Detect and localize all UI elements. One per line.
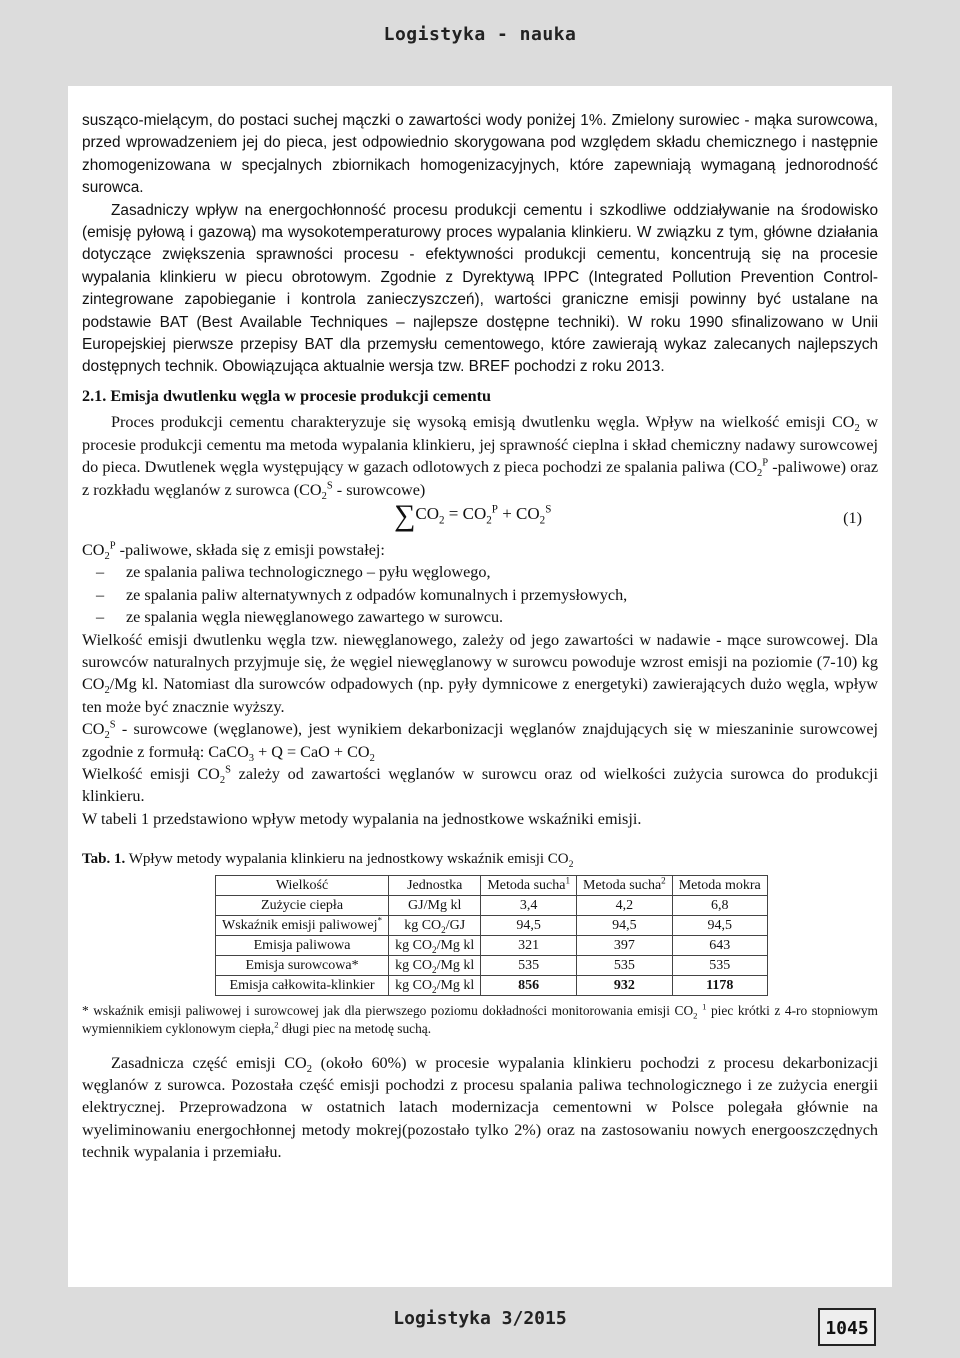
text-run: Wielkość emisji (82, 764, 190, 783)
co2-raw-symbol: $CO_2^S$ (82, 719, 116, 742)
table-row: Zużycie ciepła GJ/Mg kl 3,4 4,2 6,8 (216, 895, 768, 915)
paragraph-bat-text: W związku z tym, główne działania dotyczące zwiększenia sprawności procesu - efektywności produkcji cementu, koncentrują się na procesie wypalania klinkieru w piecu obrotowym. Zgodnie z Dyrektywą IPPC (Integrated Pollution Prevention Control- zintegrowane zapobieganie i kontrola zanieczyszczeń), wartości graniczne emisji powinny być ustalane na podstawie BAT (Best Available Techniques – najlepsze dostępne techniki). W roku 1990 sfinalizowano w Unii Europejskiej pierwsze przepisy BAT dla przemysłu cementowego, które zawierają wykaz zalecanych najlepszych dostępnych technik. Obowiązująca aktualnie wersja tzw. BREF pochodzi z roku 2013. (82, 224, 878, 376)
table-header-row (216, 875, 768, 895)
table-row: Emisja paliwowa kg $CO_2/Mg$ kl 321 397 643 (216, 935, 768, 955)
text-run: w procesie produkcji cementu ma metoda wypalania klinkieru, jej sprawność cieplna i skład chemiczny nadawy surowcowej do pieca. Dwutlenek węgla występujący w gazach odlotowych z pieca pochodzi ze spalania paliwa ( (82, 413, 879, 477)
section-heading: 2.1. Emisja dwutlenku węgla w procesie produkcji cementu (82, 386, 492, 405)
paragraph-milling: susząco-mielącym, do postaci suchej mączki o zawartości wody poniżej 1%. Zmielony surowiec - mąka surowcowa, przed wprowadzeniem jej do pieca, jest odpowiednio skorygowana pod względem składu chemicznego i następnie zhomogenizowana w specjalnych zbiornikach homogenizacyjnych, które zapewniają wymaganą jednorodność surowca. (82, 112, 878, 197)
emission-table (215, 875, 768, 996)
column-header: Jednostka (389, 875, 481, 895)
column-header: Metoda sucha$^2$ (577, 875, 673, 895)
column-header: Metoda sucha$^1$ (481, 875, 577, 895)
paragraph-closing: Zasadnicza część emisji $CO_2$ (około 60%) w procesie wypalania klinkieru pochodzi z procesu dekarbonizacji węglanów z surowca. Pozostała część emisji pochodzi z procesu spalania paliwa technologicznego i ze zużycia energii elektrycznej. Przeprowadzona w ostatnich latach modernizacja cementowni w Polsce polegała głównie na wyeliminowaniu energochłonnej metody mokrej(pozostało tylko 2%) oraz na zastosowaniu nowych energooszczędnych technik wypalania i przemiału. (82, 1053, 879, 1162)
list-item: – ze spalania paliw alternatywnych z odpadów komunalnych i przemysłowych, (96, 585, 628, 604)
paragraph-noncarbonate: Wielkość emisji dwutlenku węgla tzw. niewęglanowego, zależy od jego zawartości w nadawie - mące surowcowej. Dla surowców naturalnych przyjmuje się, że węgiel niewęglanowy w surowcu powoduje wzrost emisji na poziomie (7-10) kg $CO_2/Mg$ kl. Natomiast dla surowców odpadowych (np. pyły dymnicowe z energetyki) zawierających dużo węgla, wpływ ten może być znacznie wyższy. (82, 630, 878, 716)
co2-raw-symbol: $CO_2^S$ (299, 480, 333, 502)
text-run: /Mg kl. Natomiast dla surowców odpadowych (np. pyły dymnicowe z energetyki) zawierających dużo węgla, wpływ ten może być znacznie wyższy. (82, 675, 878, 716)
table-row: Emisja całkowita-klinkier kg $CO_2/Mg$ kl 856 932 1178 (216, 975, 768, 995)
list-item: – ze spalania węgla niewęglanowego zawartego w surowcu. (96, 608, 504, 627)
column-header: Wielkość (216, 875, 389, 895)
equation-formula: $\sum CO_2 = CO_2^P + CO_2^S$ (394, 498, 552, 532)
fuel-intro (82, 539, 878, 561)
sum-symbol: ∑ (394, 498, 416, 532)
article-body (82, 110, 878, 1164)
co2-raw-symbol: $CO_2^S$ (197, 764, 231, 787)
text-run: - surowcowe (węglanowe), jest wynikiem dekarbonizacji węglanów znajdujących się w mieszaninie surowcowej zgodnie z formułą: CaCO (82, 720, 879, 761)
text-run: - surowcowe) (336, 480, 426, 499)
paragraph-co2-process (82, 411, 878, 501)
paragraph-table-intro: W tabeli 1 przedstawiono wpływ metody wypalania na jednostkowe wskaźniki emisji. (82, 809, 642, 828)
table-footnote: * wskaźnik emisji paliwowej i surowcowej jak dla pierwszego poziomu dokładności monitorowania emisji $CO_2$ $^1$ piec krótki z 4-ro stopniowym wymiennikiem cyklonowym ciepła,$^2$ długi piec na metodę suchą. (82, 1001, 878, 1036)
table-row: Emisja surowcowa* kg $CO_2/Mg$ kl 535 535 535 (216, 955, 768, 975)
paragraph-raw-emission (82, 763, 878, 808)
paragraph-carbonate: $CO_2^S$ - surowcowe (węglanowe), jest wynikiem dekarbonizacji węglanów znajdujących się w mieszaninie surowcowej zgodnie z formułą: CaCO$_3$ + Q = CaO + $CO_2$ (82, 719, 879, 764)
running-header: Logistyka - nauka (383, 24, 577, 45)
co2-fuel-symbol: $CO_2^P$ (82, 540, 116, 563)
list-item: – ze spalania paliwa technologicznego – pyłu węglowego, (96, 563, 491, 582)
equation-1 (82, 498, 878, 539)
text-run: zależy od zawartości węglanów w surowcu oraz od wielkości zużycia surowca do produkcji klinkieru. (82, 764, 878, 806)
table-caption: Tab. 1. Wpływ metody wypalania klinkieru na jednostkowy wskaźnik emisji $CO_2$ (82, 851, 574, 871)
text-run: -paliwowe, składa się z emisji powstałej: (119, 540, 385, 559)
text-run: -paliwowe) oraz z rozkładu węglanów z surowca ( (82, 458, 878, 499)
equation-number: (1) (843, 508, 862, 527)
co2-symbol: $CO_2$ (831, 413, 860, 435)
paragraph-energy (82, 200, 878, 379)
page-number: 1045 (818, 1308, 876, 1346)
text-run: Proces produkcji cementu charakteryzuje się wysoką emisją dwutlenku węgla. Wpływ na wielkość emisji (111, 413, 826, 432)
page (68, 86, 892, 1287)
column-header: Metoda mokra (672, 875, 767, 895)
table-row: Wskaźnik emisji paliwowej* kg $CO_2/GJ$ 94,5 94,5 94,5 (216, 915, 768, 935)
text-run: + Q = CaO + CO (254, 742, 370, 761)
paragraph-energy-text: Zasadniczy wpływ na energochłonność procesu produkcji cementu i szkodliwe oddziaływanie na środowisko (emisję pyłową i gazową) ma wysokotemperaturowy proces wypalania klinkieru. (82, 201, 878, 242)
text-run: Wielkość emisji dwutlenku węgla tzw. niewęglanowego, zależy od jego zawartości w nadawie - mące surowcowej. Dla surowców naturalnych przyjmuje się, że węgiel niewęglanowy w surowcu powoduje wzrost emisji na poziomie (7-10) kg (82, 630, 878, 671)
co2-fuel-symbol: $CO_2^P$ (734, 457, 769, 480)
running-footer: Logistyka 3/2015 (393, 1308, 567, 1329)
